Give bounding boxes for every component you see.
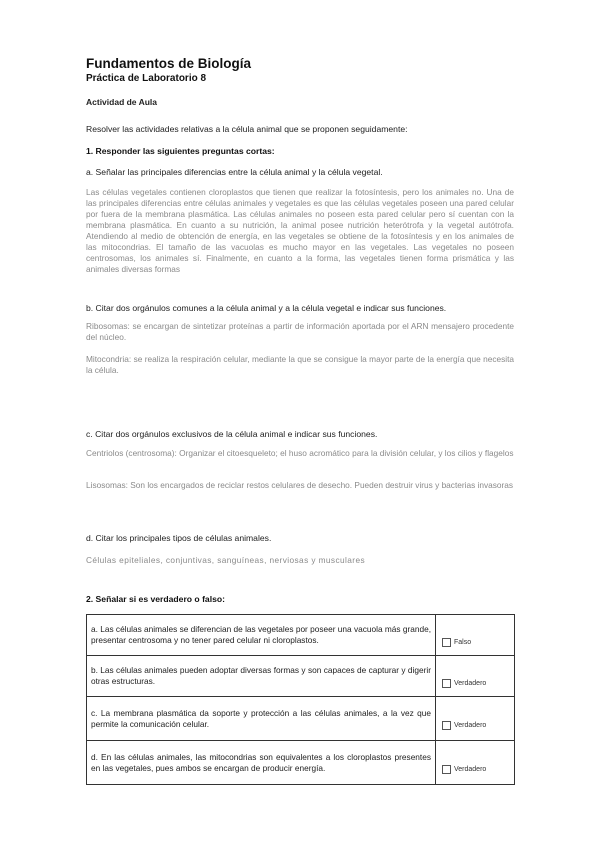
checkbox[interactable] (442, 765, 451, 774)
true-false-table (86, 614, 515, 785)
answer-d: Células epiteliales, conjuntivas, sanguíneas, nerviosas y musculares (86, 555, 366, 565)
table-row (87, 656, 515, 697)
answer-c2: Lisosomas: Son los encargados de reciclar restos celulares de desecho. Pueden destruir virus y bacterias invasoras (86, 480, 514, 490)
table-row (87, 615, 515, 656)
document-title: Fundamentos de Biología (86, 56, 252, 71)
intro-text: Resolver las actividades relativas a la célula animal que se proponen seguidamente: (86, 124, 408, 134)
document-subtitle: Práctica de Laboratorio 8 (86, 73, 207, 84)
option-cell (436, 697, 515, 741)
option-label: Verdadero (454, 766, 487, 773)
section2-heading: 2. Señalar si es verdadero o falso: (86, 594, 225, 604)
answer-a: Las células vegetales contienen cloroplastos que tienen que realizar la fotosíntesis, pero los animales no. Una de las principales diferencias entre células animales y vegetales es que las células vegetales poseen una pared celular por fuera de la membrana plasmática. Las células animales no poseen esta pared celular pero sí cuentan con la membrana plasmática. En cuanto a su nutrición, la animal posee nutrición heterótrofa y la vegetal autótrofa. Atendiendo al medio de obtención de energía, en las vegetales se obtiene de la fotosíntesis y en los animales de las mitocondrias. El tamaño de las vacuolas es mucho mayor en las vegetales. Las vegetales no poseen centrosomas, los animales sí. Finalmente, en cuanto a la forma, las vegetales tienen forma prismática y las animales diversas formas (86, 187, 514, 274)
statement-cell: d. En las células animales, las mitocondrias son equivalentes a los cloroplastos presentes en las vegetales, pues ambos se encargan de producir energía. (87, 741, 436, 785)
question-d: d. Citar los principales tipos de células animales. (86, 533, 272, 543)
checkbox[interactable] (442, 679, 451, 688)
option-cell (436, 615, 515, 656)
statement-cell: a. Las células animales se diferencian de las vegetales por poseer una vacuola más grande, presentar centrosoma y no tener pared celular ni cloroplastos. (87, 615, 436, 656)
option-label: Verdadero (454, 722, 487, 729)
answer-b2: Mitocondria: se realiza la respiración celular, mediante la que se consigue la mayor parte de la energía que necesita la célula. (86, 354, 514, 375)
option-label: Falso (454, 638, 472, 646)
statement-cell: b. Las células animales pueden adoptar diversas formas y son capaces de capturar y digerir otras estructuras. (87, 656, 436, 697)
table-row (87, 741, 515, 785)
option-cell (436, 741, 515, 785)
checkbox[interactable] (442, 721, 451, 730)
answer-c1: Centriolos (centrosoma): Organizar el citoesqueleto; el huso acromático para la división celular, y los cilios y flagelos (86, 448, 514, 458)
section1-heading: 1. Responder las siguientes preguntas cortas: (86, 146, 275, 156)
option-cell (436, 656, 515, 697)
question-c: c. Citar dos orgánulos exclusivos de la célula animal e indicar sus funciones. (86, 429, 378, 439)
table-row (87, 697, 515, 741)
question-a: a. Señalar las principales diferencias entre la célula animal y la célula vegetal. (86, 167, 383, 177)
checkbox[interactable] (442, 638, 451, 647)
option-label: Verdadero (454, 679, 487, 687)
statement-cell: c. La membrana plasmática da soporte y protección a las células animales, a la vez que permite la comunicación celular. (87, 697, 436, 741)
activity-label: Actividad de Aula (86, 97, 158, 107)
question-b: b. Citar dos orgánulos comunes a la célula animal y a la célula vegetal e indicar sus funciones. (86, 303, 447, 313)
answer-b1: Ribosomas: se encargan de sintetizar proteínas a partir de información aportada por el ARN mensajero procedente del núcleo. (86, 321, 514, 342)
